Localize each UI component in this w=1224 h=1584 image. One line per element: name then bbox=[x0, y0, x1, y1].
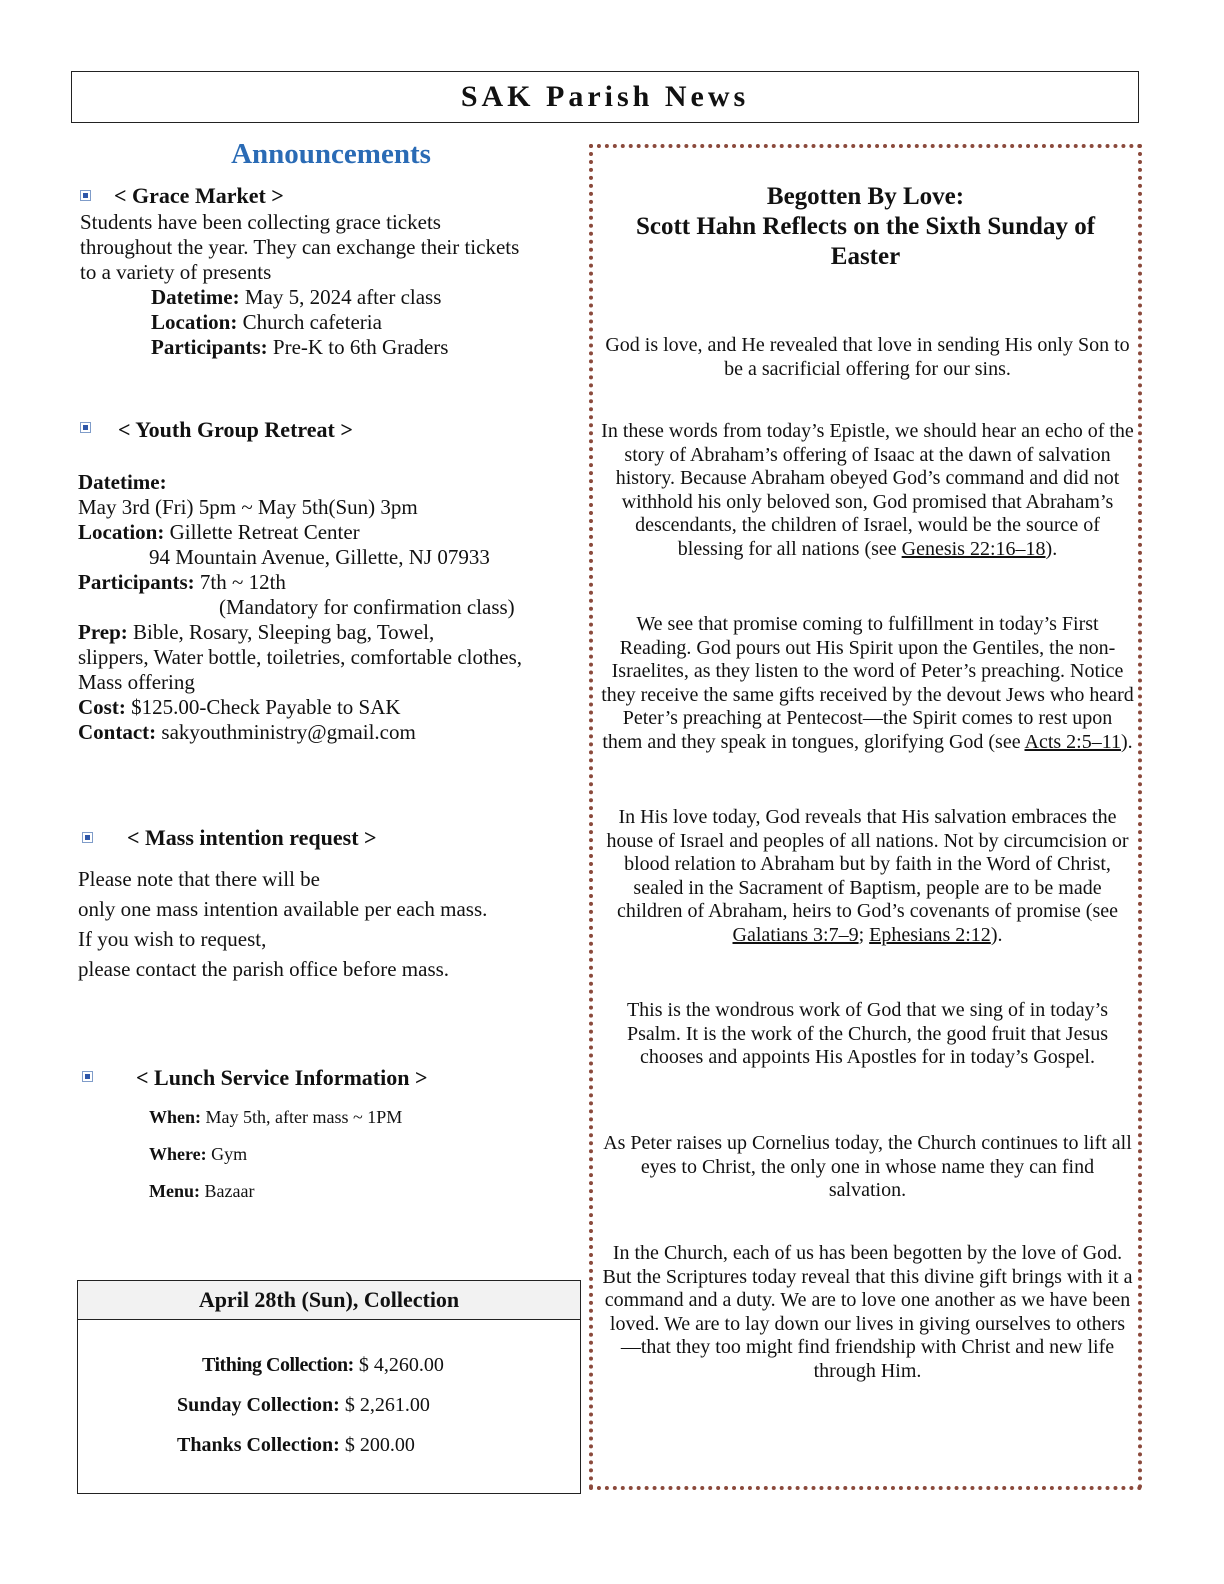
grace-market-heading: < Grace Market > bbox=[114, 183, 284, 208]
paragraph-text: In His love today, God reveals that His salvation embraces the house of Israel and peoples of all nations. Not by circumcision or blood relation to Abraham but by faith in the Word of Christ, sealed in the Sacrament of Baptism, people are to be made children of Abraham, heirs to God’s covenants of promise (see bbox=[606, 806, 1129, 922]
thanks-collection bbox=[78, 1434, 580, 1457]
mass-intention-line: If you wish to request, bbox=[78, 927, 267, 951]
menu-label: Menu: bbox=[149, 1181, 200, 1201]
grace-market-desc-line: Students have been collecting grace tickets bbox=[80, 210, 441, 234]
where-value: Gym bbox=[211, 1144, 248, 1164]
youth-retreat-contact bbox=[78, 720, 416, 745]
location-value: Gillette Retreat Center bbox=[169, 520, 360, 544]
youth-retreat-location bbox=[78, 520, 360, 545]
scripture-link[interactable]: Genesis 22:16–18 bbox=[901, 537, 1046, 560]
when-value: May 5th, after mass ~ 1PM bbox=[205, 1107, 403, 1127]
location-label: Location: bbox=[151, 310, 238, 334]
menu-value: Bazaar bbox=[204, 1181, 255, 1201]
thanks-label: Thanks Collection: bbox=[177, 1434, 340, 1456]
article-title-line: Easter bbox=[830, 243, 901, 270]
newsletter-title: SAK Parish News bbox=[460, 80, 750, 113]
article-paragraph: As Peter raises up Cornelius today, the Church continues to lift all eyes to Christ, the only one in whose name they can find salvation. bbox=[603, 1132, 1132, 1201]
sunday-value: $ 2,261.00 bbox=[344, 1394, 430, 1416]
participants-label: Participants: bbox=[78, 570, 195, 594]
grace-market-datetime bbox=[151, 285, 441, 310]
lunch-where bbox=[149, 1142, 247, 1167]
contact-email[interactable]: sakyouthministry@gmail.com bbox=[161, 720, 416, 744]
paragraph-text: ; bbox=[858, 923, 865, 946]
bullet-icon bbox=[82, 832, 93, 843]
article-paragraph: God is love, and He revealed that love in sending His only Son to be a sacrificial offering for our sins. bbox=[605, 334, 1130, 380]
lunch-heading: < Lunch Service Information > bbox=[136, 1065, 428, 1090]
youth-retreat-datetime-label bbox=[78, 470, 167, 495]
datetime-label: Datetime: bbox=[78, 470, 167, 494]
article-title bbox=[593, 182, 1138, 272]
article-paragraph bbox=[601, 806, 1134, 947]
collection-box bbox=[77, 1280, 581, 1494]
sunday-collection bbox=[78, 1394, 580, 1417]
tithing-collection bbox=[78, 1354, 580, 1377]
scripture-link[interactable]: Galatians 3:7–9 bbox=[732, 923, 859, 946]
when-label: When: bbox=[149, 1107, 202, 1127]
article-paragraph: In the Church, each of us has been begotten by the love of God. But the Scriptures today reveal that this divine gift brings with it a command and a duty. We are to love one another as we have been loved. We are to lay down our lives in giving ourselves to others—that they too might find friendship with Christ and new life through Him. bbox=[602, 1242, 1133, 1382]
paragraph-text: ). bbox=[990, 923, 1003, 946]
article-title-line: Begotten By Love: bbox=[766, 183, 965, 210]
mass-intention-line: only one mass intention available per each mass. bbox=[78, 897, 488, 921]
youth-retreat-participants bbox=[78, 570, 286, 595]
cost-value: $125.00-Check Payable to SAK bbox=[131, 695, 401, 719]
youth-retreat-datetime-value: May 3rd (Fri) 5pm ~ May 5th(Sun) 3pm bbox=[78, 495, 418, 519]
article-paragraph bbox=[601, 613, 1134, 754]
cost-label: Cost: bbox=[78, 695, 126, 719]
grace-market-desc-line: throughout the year. They can exchange their tickets bbox=[80, 235, 520, 259]
where-label: Where: bbox=[149, 1144, 207, 1164]
grace-market-location bbox=[151, 310, 382, 335]
tithing-label: Tithing Collection: bbox=[202, 1354, 354, 1376]
location-value: Church cafeteria bbox=[242, 310, 382, 334]
bullet-icon bbox=[82, 1071, 93, 1082]
mass-intention-line: Please note that there will be bbox=[78, 867, 321, 891]
scripture-link[interactable]: Acts 2:5–11 bbox=[1024, 730, 1121, 753]
grace-market-participants bbox=[151, 335, 448, 360]
youth-retreat-cost bbox=[78, 695, 401, 720]
mass-intention-line: please contact the parish office before mass. bbox=[78, 957, 450, 981]
bullet-icon bbox=[80, 190, 91, 201]
collection-title: April 28th (Sun), Collection bbox=[78, 1281, 580, 1320]
paragraph-text: ). bbox=[1045, 537, 1058, 560]
location-label: Location: bbox=[78, 520, 165, 544]
bullet-icon bbox=[80, 422, 91, 433]
youth-retreat-prep-line: Mass offering bbox=[78, 670, 195, 694]
datetime-value: May 5, 2024 after class bbox=[244, 285, 442, 309]
announcements-title: Announcements bbox=[231, 138, 431, 170]
datetime-label: Datetime: bbox=[151, 285, 240, 309]
contact-label: Contact: bbox=[78, 720, 157, 744]
sunday-label: Sunday Collection: bbox=[177, 1394, 340, 1416]
youth-retreat-prep bbox=[78, 620, 434, 645]
paragraph-text: ). bbox=[1120, 730, 1133, 753]
youth-retreat-participants-note: (Mandatory for confirmation class) bbox=[219, 595, 515, 619]
youth-retreat-prep-line: slippers, Water bottle, toiletries, comfortable clothes, bbox=[78, 645, 523, 669]
tithing-value: $ 4,260.00 bbox=[358, 1354, 444, 1376]
newsletter-header bbox=[71, 71, 1139, 123]
article-paragraph: This is the wondrous work of God that we sing of in today’s Psalm. It is the work of the Church, the good fruit that Jesus chooses and appoints His Apostles for in today’s Gospel. bbox=[626, 999, 1109, 1068]
paragraph-text: We see that promise coming to fulfillment in today’s First Reading. God pours out His Spirit upon the Gentiles, the non-Israelites, as they listen to the word of Peter’s preaching. Notice they receive the same gifts received by the devout Jews who heard Peter’s preaching at Pentecost—the Spirit comes to rest upon them and they speak in tongues, glorifying God (see bbox=[601, 613, 1134, 753]
participants-value: 7th ~ 12th bbox=[199, 570, 286, 594]
grace-market-desc-line: to a variety of presents bbox=[80, 260, 272, 284]
paragraph-text: In these words from today’s Epistle, we should hear an echo of the story of Abraham’s offering of Isaac at the dawn of salvation history. Because Abraham obeyed God’s command and did not withhold his only beloved son, God promised that Abraham’s descendants, the children of Israel, would be the source of blessing for all nations (see bbox=[601, 420, 1134, 560]
lunch-when bbox=[149, 1105, 402, 1130]
youth-retreat-address: 94 Mountain Avenue, Gillette, NJ 07933 bbox=[149, 545, 490, 569]
participants-label: Participants: bbox=[151, 335, 268, 359]
mass-intention-heading: < Mass intention request > bbox=[127, 825, 377, 850]
article-title-line: Scott Hahn Reflects on the Sixth Sunday of bbox=[635, 213, 1096, 240]
lunch-menu bbox=[149, 1179, 254, 1204]
thanks-value: $ 200.00 bbox=[344, 1434, 415, 1456]
participants-value: Pre-K to 6th Graders bbox=[272, 335, 449, 359]
scripture-link[interactable]: Ephesians 2:12 bbox=[869, 923, 991, 946]
prep-value: Bible, Rosary, Sleeping bag, Towel, bbox=[133, 620, 435, 644]
youth-retreat-heading: < Youth Group Retreat > bbox=[118, 417, 353, 442]
prep-label: Prep: bbox=[78, 620, 128, 644]
article-paragraph bbox=[601, 420, 1134, 561]
article-box bbox=[589, 144, 1142, 1490]
